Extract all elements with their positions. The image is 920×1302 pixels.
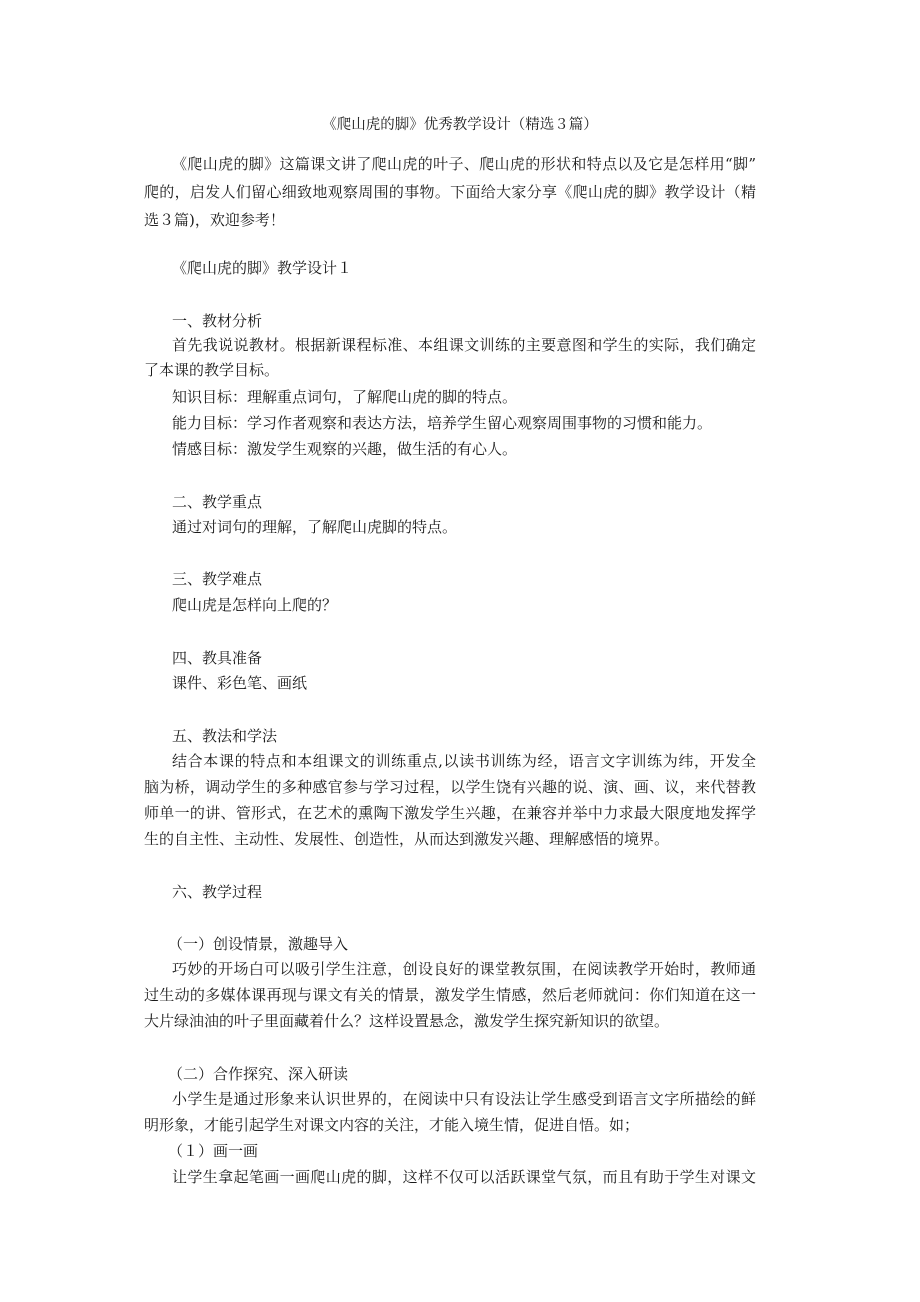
section-2-body: 通过对词句的理解，了解爬山虎脚的特点。 bbox=[172, 518, 458, 536]
knowledge-goal: 知识目标：理解重点词句，了解爬山虎的脚的特点。 bbox=[172, 388, 518, 406]
process-2-line-2: 明形象，才能引起学生对课文内容的关注，才能入境生情，促进自悟。如； bbox=[144, 1116, 640, 1134]
section-5-line-1: 结合本课的特点和本组课文的训练重点,以读书训练为经，语言文字训练为纬，开发全 bbox=[172, 752, 756, 770]
section-2-heading: 二、教学重点 bbox=[172, 493, 263, 511]
section-1-line-2: 了本课的教学目标。 bbox=[144, 361, 280, 379]
process-2-line-1: 小学生是通过形象来认识世界的，在阅读中只有设法让学生感受到语言文字所描绘的鲜 bbox=[172, 1090, 756, 1108]
design-heading: 《爬山虎的脚》教学设计１ bbox=[172, 259, 353, 277]
section-3-body: 爬山虎是怎样向上爬的？ bbox=[172, 596, 338, 614]
intro-line-1: 《爬山虎的脚》这篇课文讲了爬山虎的叶子、爬山虎的形状和特点以及它是怎样用“脚” bbox=[172, 155, 756, 173]
process-2-sub-heading: （１）画一画 bbox=[168, 1142, 259, 1160]
emotion-goal: 情感目标：激发学生观察的兴趣，做生活的有心人。 bbox=[172, 440, 518, 458]
section-5-line-2: 脑为桥，调动学生的多种感官参与学习过程，以学生饶有兴趣的说、演、画、议，来代替教 bbox=[144, 778, 756, 796]
process-2-heading: （二）合作探究、深入研读 bbox=[168, 1065, 349, 1083]
section-6-heading: 六、教学过程 bbox=[172, 883, 263, 901]
section-5-line-3: 师单一的讲、管形式，在艺术的熏陶下激发学生兴趣，在兼容并举中力求最大限度地发挥学 bbox=[144, 804, 756, 822]
section-5-heading: 五、教法和学法 bbox=[172, 727, 278, 745]
intro-line-3: 选３篇)，欢迎参考！ bbox=[144, 211, 285, 229]
process-2-sub-line: 让学生拿起笔画一画爬山虎的脚，这样不仅可以活跃课堂气氛，而且有助于学生对课文 bbox=[172, 1168, 756, 1186]
process-1-line-1: 巧妙的开场白可以吸引学生注意，创设良好的课堂教氛围，在阅读教学开始时，教师通 bbox=[172, 960, 756, 978]
section-1-heading: 一、教材分析 bbox=[172, 312, 263, 330]
intro-line-2: 爬的，启发人们留心细致地观察周围的事物。下面给大家分享《爬山虎的脚》教学设计（精 bbox=[144, 183, 756, 201]
process-1-line-2: 过生动的多媒体课再现与课文有关的情景，激发学生情感，然后老师就问：你们知道在这一 bbox=[144, 986, 756, 1004]
section-5-line-4: 生的自主性、主动性、发展性、创造性，从而达到激发兴趣、理解感悟的境界。 bbox=[144, 830, 670, 848]
section-1-line-1: 首先我说说教材。根据新课程标准、本组课文训练的主要意图和学生的实际，我们确定 bbox=[172, 336, 756, 354]
ability-goal: 能力目标：学习作者观察和表达方法，培养学生留心观察周围事物的习惯和能力。 bbox=[172, 414, 713, 432]
section-3-heading: 三、教学难点 bbox=[172, 570, 263, 588]
section-4-heading: 四、教具准备 bbox=[172, 649, 263, 667]
process-1-line-3: 大片绿油油的叶子里面藏着什么？这样设置悬念，激发学生探究新知识的欲望。 bbox=[144, 1012, 670, 1030]
section-4-body: 课件、彩色笔、画纸 bbox=[172, 674, 308, 692]
process-1-heading: （一）创设情景，激趣导入 bbox=[168, 935, 349, 953]
document-title: 《爬山虎的脚》优秀教学设计（精选３篇） bbox=[322, 117, 598, 133]
